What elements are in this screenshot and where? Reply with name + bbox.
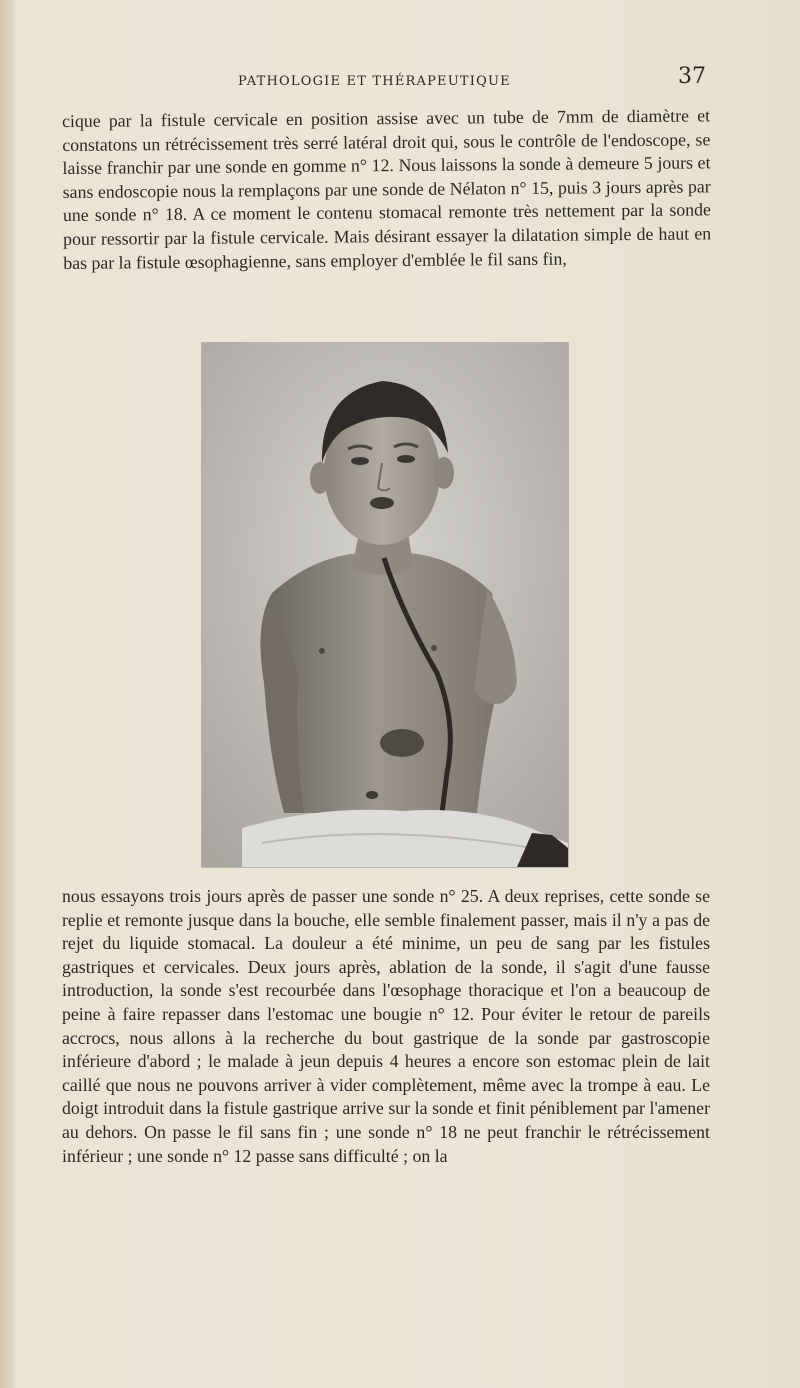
- paragraph-before-figure: cique par la fistule cervicale en position assise avec un tube de 7mm de diamètre et constatons un rétrécissement très serré latéral droit qui, sous le contrôle de l'endoscope, se laisse franchir par une sonde en gomme n° 12. Nous laissons la sonde à demeure 5 jours et sans endoscopie nous la remplaçons par une sonde de Nélaton n° 15, puis 3 jours après par une sonde n° 18. A ce moment le contenu stomacal remonte très nettement par la sonde pour ressortir par la fistule cervicale. Mais désirant essayer la dilatation simple de haut en bas par la fistule œsophagienne, sans employer d'emblée le fil sans fin,: [62, 105, 712, 273]
- page-header: [60, 62, 710, 98]
- patient-photograph: [202, 343, 568, 867]
- running-title: PATHOLOGIE ET THÉRAPEUTIQUE: [238, 74, 511, 89]
- torso-shape: [272, 553, 502, 814]
- photograph-illustration: [202, 343, 568, 867]
- paragraph-after-figure: nous essayons trois jours après de passer une sonde n° 25. A deux reprises, cette sonde se replie et remonte jusque dans la bouche, elle semble finalement passer, mais il n'y a pas de rejet du liquide stomacal. La douleur a été minime, un peu de sang par les fistules gastriques et cervicales. Deux jours après, ablation de la sonde, il s'agit d'une fausse introduction, la sonde s'est recourbée dans l'œsophage thoracique et l'on a beaucoup de peine à faire repasser dans l'estomac une bougie n° 12. Pour éviter le retour de pareils accrocs, nous allons à la recherche du bout gastrique de la sonde par gastroscopie inférieure d'abord ; le malade à jeun depuis 4 heures a encore son estomac plein de lait caillé que nous ne pouvons arriver à vider complètement, même avec la trompe à eau. Le doigt introduit dans la fistule gastrique arrive sur la sonde et finit péniblement par l'amener au dehors. On passe le fil sans fin ; une sonde n° 18 ne peut franchir le rétrécissement inférieur ; une sonde n° 12 passe sans difficulté ; on la: [62, 886, 710, 1166]
- page-edge: [0, 0, 14, 1388]
- page-number: 37: [678, 64, 706, 89]
